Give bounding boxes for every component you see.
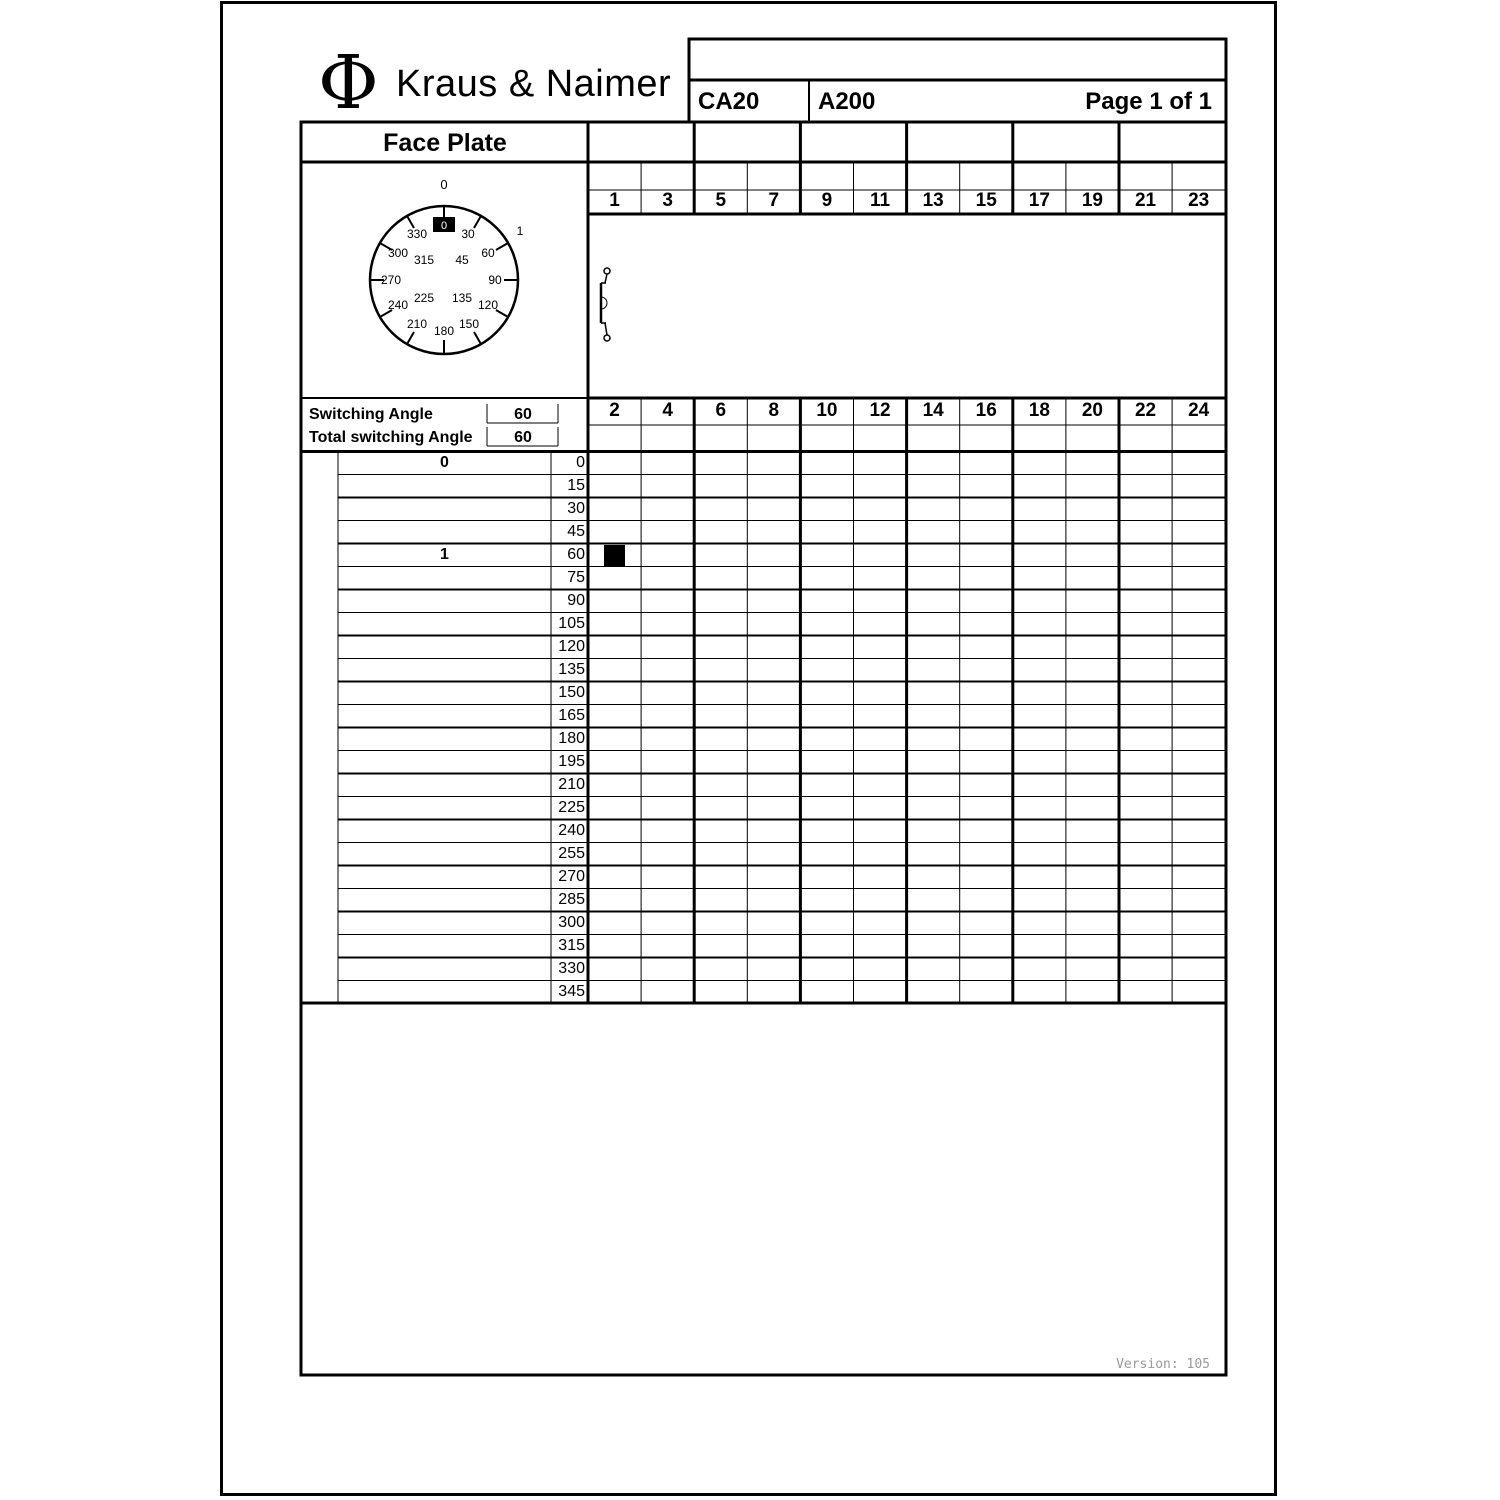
terminal-label: 10 [816, 400, 838, 421]
position-angle: 225 [558, 799, 585, 816]
dial-label-225: 225 [413, 291, 435, 305]
terminal-label: 9 [821, 190, 833, 211]
dial-label-90: 90 [488, 273, 502, 287]
terminal-label: 2 [609, 400, 620, 421]
terminal-label: 21 [1134, 190, 1157, 211]
program-code: A200 [818, 88, 876, 115]
total-switching-angle-label: Total switching Angle [309, 429, 473, 446]
dial-label-60: 60 [481, 246, 495, 260]
position-angle: 150 [558, 684, 585, 701]
terminal-label: 24 [1188, 400, 1210, 421]
position-angle: 240 [558, 822, 585, 839]
dial-tick [496, 243, 508, 250]
total-switching-angle-value: 60 [514, 429, 532, 446]
terminal-label: 23 [1188, 190, 1210, 211]
terminal-label: 7 [768, 190, 780, 211]
position-angle: 30 [567, 500, 585, 517]
dial-top-label: 0 [440, 177, 448, 192]
dial-tick [474, 332, 481, 344]
position-angle: 315 [558, 937, 585, 954]
dial-label-300: 300 [387, 246, 409, 260]
terminal-label: 17 [1028, 190, 1050, 211]
position-angle: 270 [558, 868, 585, 885]
position-angle: 75 [567, 569, 585, 586]
terminal-label: 11 [870, 190, 891, 211]
dial-label-240: 240 [387, 298, 409, 312]
position-angle: 105 [558, 615, 585, 632]
position-angle: 285 [558, 891, 585, 908]
position-label: 0 [440, 454, 449, 471]
dial-label-45: 45 [455, 253, 469, 267]
dial-label-30: 30 [461, 227, 475, 241]
type-code: CA20 [698, 88, 760, 115]
position-angle: 210 [558, 776, 585, 793]
terminal-label: 12 [869, 400, 891, 421]
dial-label-180: 180 [433, 324, 455, 338]
dial-label-120: 120 [477, 298, 499, 312]
terminal-label: 5 [715, 190, 727, 211]
terminal-label: 15 [975, 190, 997, 211]
terminal-label: 22 [1134, 400, 1157, 421]
terminal-label: 16 [975, 400, 997, 421]
position-angle: 255 [558, 845, 585, 862]
dial-tick [474, 216, 481, 228]
switching-angle-value: 60 [514, 406, 532, 423]
terminal-label: 20 [1081, 400, 1103, 421]
page-indicator: Page 1 of 1 [1085, 88, 1212, 115]
face-plate-dial [302, 165, 588, 395]
contact-symbol-icon [592, 265, 622, 345]
terminal-label: 1 [609, 190, 620, 211]
version-label: Version: 105 [1116, 1357, 1210, 1372]
position-angle: 165 [558, 707, 585, 724]
dial-side-label: 1 [516, 224, 524, 238]
dial-label-330: 330 [406, 227, 428, 241]
switching-angle-label: Switching Angle [309, 406, 433, 423]
position-angle: 180 [558, 730, 585, 747]
position-angle: 135 [558, 661, 585, 678]
phi-logo-icon: Φ [318, 40, 379, 126]
terminal-label: 19 [1081, 190, 1103, 211]
terminal-label: 4 [662, 400, 673, 421]
dial-selected-position: 0 [440, 220, 448, 232]
terminal-label: 18 [1028, 400, 1050, 421]
face-plate-title: Face Plate [383, 129, 507, 157]
position-angle: 300 [558, 914, 585, 931]
dial-tick [407, 332, 414, 344]
terminal-label: 3 [662, 190, 673, 211]
dial-label-150: 150 [458, 317, 480, 331]
dial-label-135: 135 [451, 291, 473, 305]
dial-label-210: 210 [406, 317, 428, 331]
position-angle: 60 [567, 546, 585, 563]
position-angle: 0 [576, 454, 585, 471]
terminal-label: 13 [922, 190, 944, 211]
position-angle: 45 [567, 523, 585, 540]
dial-label-270: 270 [380, 273, 402, 287]
brand-name: Kraus & Naimer [396, 63, 672, 105]
position-angle: 345 [558, 983, 585, 1000]
closed-contact-mark [604, 545, 625, 566]
position-angle: 120 [558, 638, 585, 655]
position-label: 1 [440, 546, 449, 563]
position-angle: 90 [567, 592, 585, 609]
terminal-label: 6 [715, 400, 727, 421]
position-angle: 330 [558, 960, 585, 977]
position-angle: 195 [558, 753, 585, 770]
terminal-label: 8 [768, 400, 780, 421]
dial-label-315: 315 [413, 253, 435, 267]
terminal-label: 14 [922, 400, 944, 421]
position-angle: 15 [567, 477, 585, 494]
